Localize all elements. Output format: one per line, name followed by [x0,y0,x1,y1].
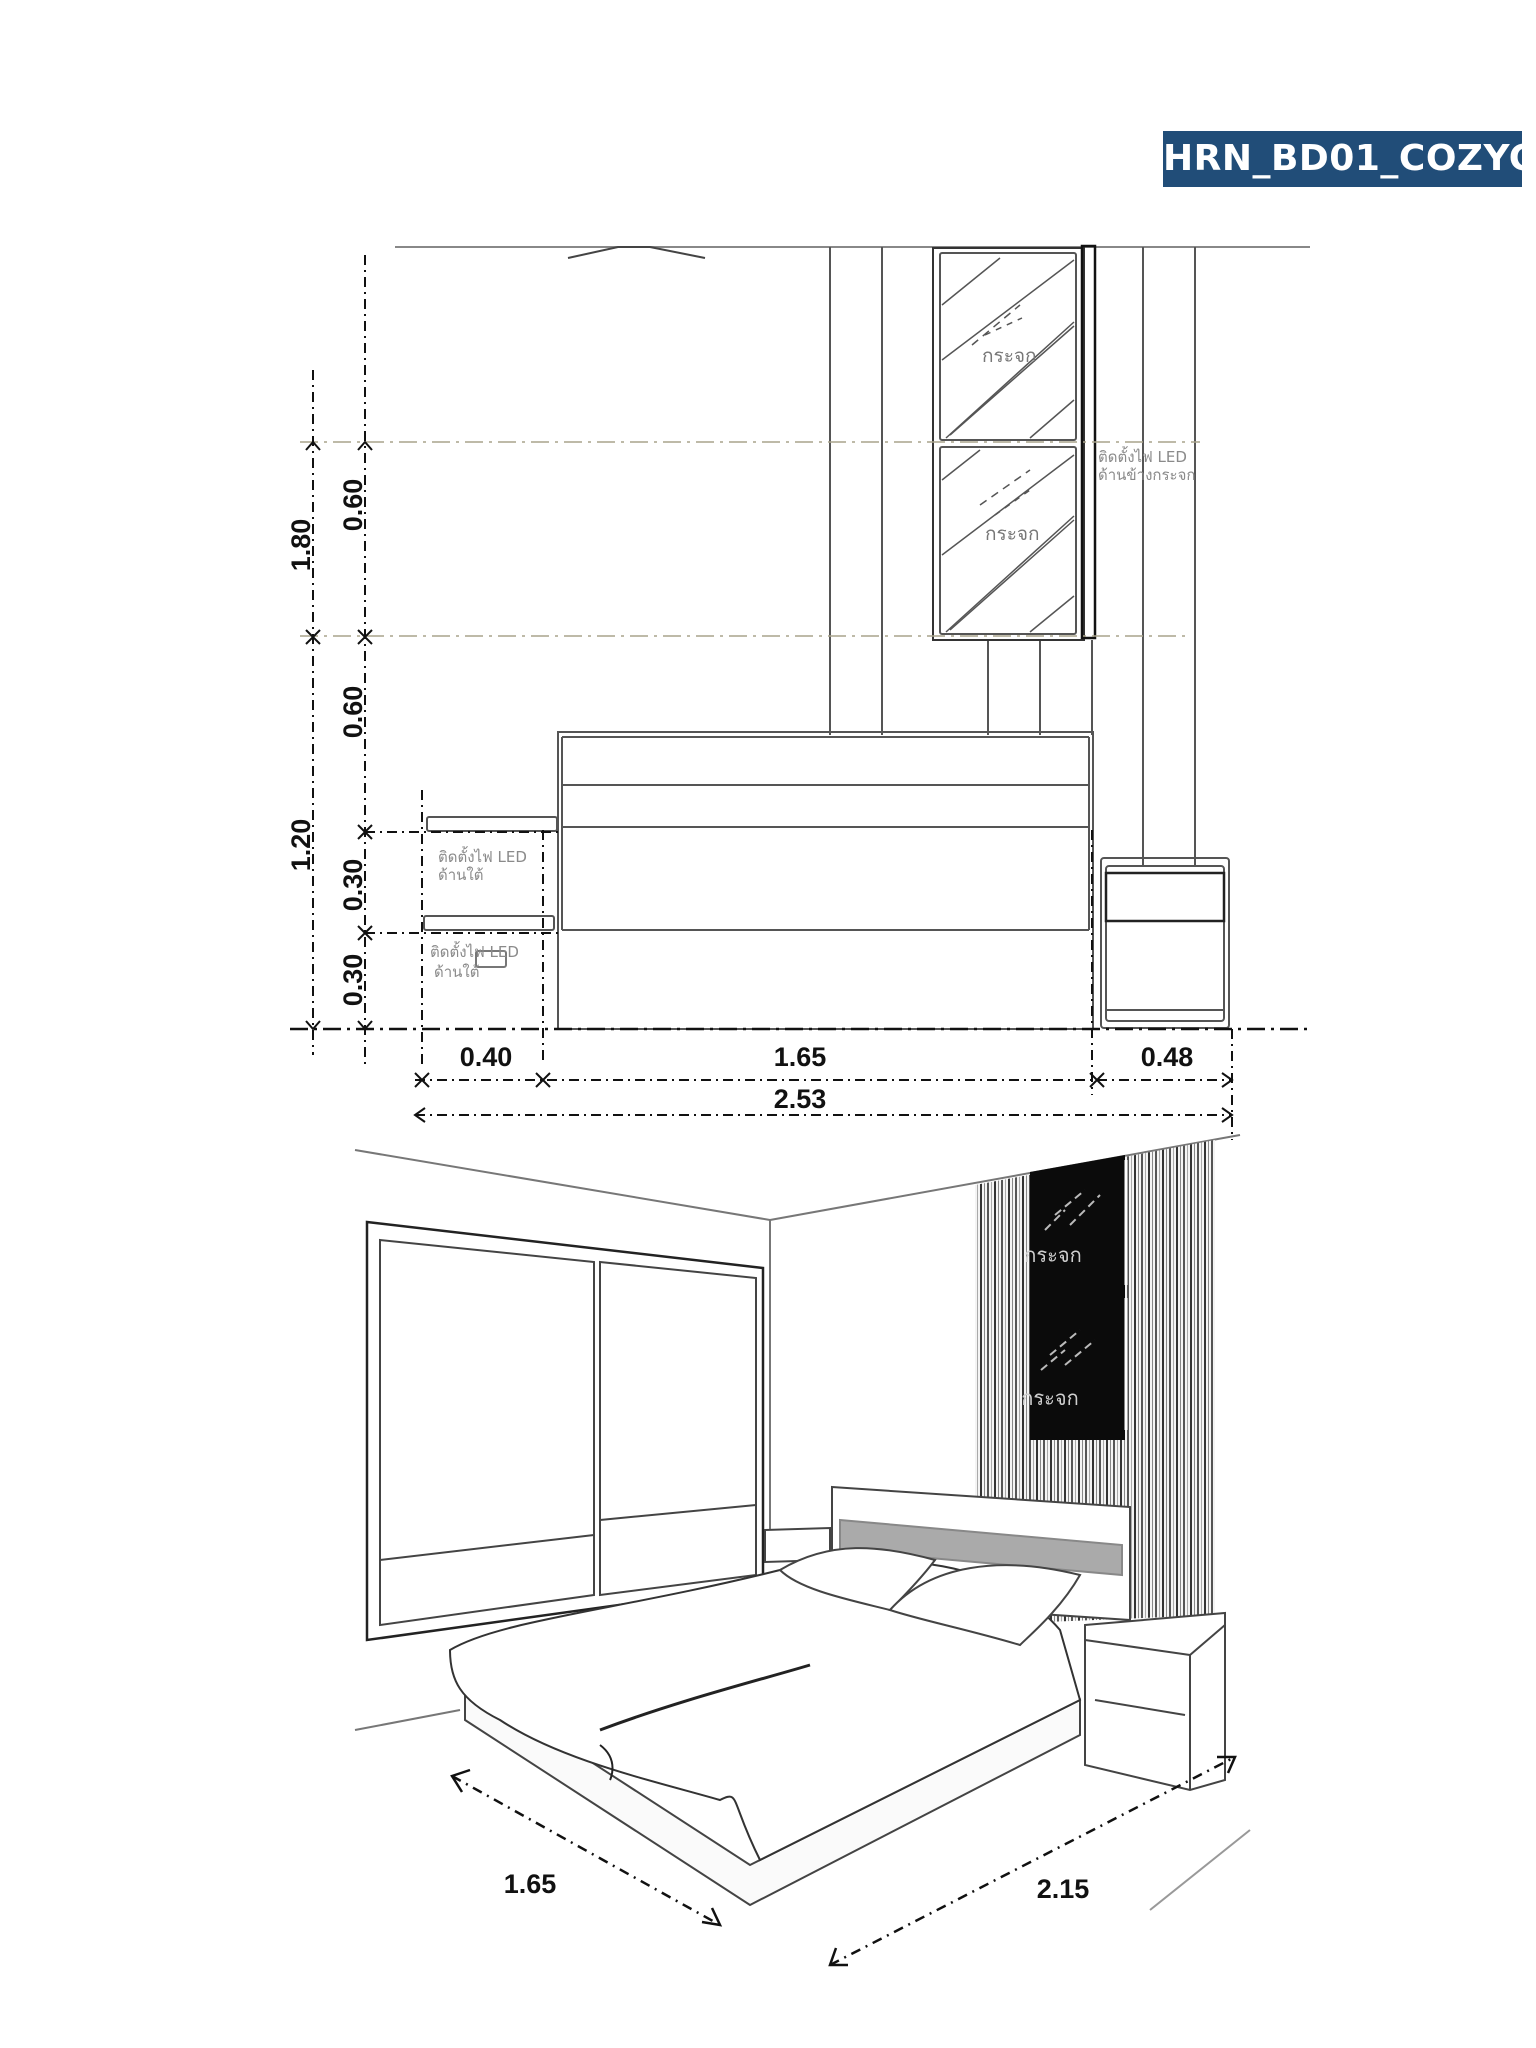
dim-bed-width-1-65: 1.65 [503,1869,557,1899]
ceiling-fan-icon [568,247,705,258]
glass-label-top: กระจก [982,345,1037,367]
project-code-badge: HRN_BD01_COZYC [1163,131,1522,187]
led-mirror-note-2: ด้านข้างกระจก [1098,466,1196,484]
dim-width-0-48: 0.48 [1140,1042,1194,1072]
dim-height-0-60-lower: 0.60 [338,685,368,739]
floating-shelf-top [427,817,557,831]
dim-height-0-30-upper: 0.30 [338,858,368,912]
floating-shelf-bottom [424,916,554,930]
dim-height-0-60-upper: 0.60 [338,478,368,532]
led-mirror-note-1: ติดตั้งไฟ LED [1098,448,1187,466]
led-shelf-top-note-1: ติดตั้งไฟ LED [438,848,527,866]
perspective-glass-label-bottom: กระจก [1021,1386,1079,1410]
dim-height-1-20: 1.20 [286,818,316,872]
dim-width-total-2-53: 2.53 [773,1084,827,1114]
dim-height-0-30-lower: 0.30 [338,953,368,1007]
led-shelf-bottom-note-2: ด้านใต้ [434,963,480,981]
dim-width-0-40: 0.40 [459,1042,513,1072]
glass-label-bottom: กระจก [985,523,1040,545]
dim-bed-length-2-15: 2.15 [1036,1874,1090,1904]
led-shelf-top-note-2: ด้านใต้ [438,866,484,884]
dim-height-1-80: 1.80 [286,518,316,572]
perspective-drawing [355,1135,1250,1965]
elevation-drawing [290,246,1310,1029]
perspective-glass-label-top: กระจก [1024,1243,1082,1267]
dim-width-1-65: 1.65 [773,1042,827,1072]
led-shelf-bottom-note-1: ติดตั้งไฟ LED [430,943,519,961]
